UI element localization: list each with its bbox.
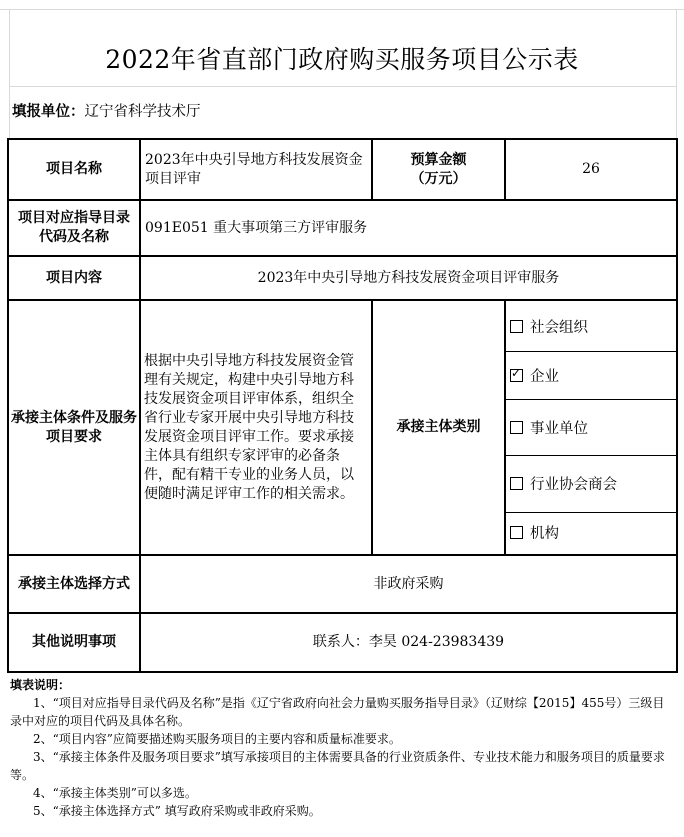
requirements-label: 承接主体条件及服务项目要求 [8,300,140,555]
note-item: 4、“承接主体类别”可以多选。 [33,786,197,800]
grid-line [9,86,676,87]
filling-unit [12,100,201,121]
option-label: 社会组织 [530,319,588,336]
budget-label [372,139,505,200]
project-name-label: 项目名称 [8,139,140,200]
notes-heading: 填表说明： [10,678,71,692]
option-agency[interactable] [506,512,676,553]
other-label: 其他说明事项 [8,613,140,672]
option-public-institution[interactable] [506,399,676,455]
content-value: 2023年中央引导地方科技发展资金项目评审服务 [140,256,677,300]
requirements-value: 根据中央引导地方科技发展资金管理有关规定，构建中央引导地方科技发展资金项目评审体系，组织全省行业专家开展中央引导地方科技发展资金项目评审工作。要求承接主体具有组织专家评审的必备条件，配有精干专业的业务人员，以便随时满足评审工作的相关需求。 [140,300,372,555]
selection-label: 承接主体选择方式 [8,555,140,613]
budget-value: 26 [505,139,677,200]
other-value: 联系人：李昊 024-23983439 [140,613,677,672]
subject-type-label: 承接主体类别 [372,300,505,555]
catalog-label: 项目对应指导目录代码及名称 [8,200,140,256]
option-label: 机构 [530,526,559,543]
subject-type-options [505,300,677,555]
note-item: 3、“承接主体条件及服务项目要求”填写承接项目的主体需要具备的行业资质条件、专业技术能力和服务项目的质量要求等。 [10,750,665,782]
option-label: 企业 [530,368,559,385]
option-label: 事业单位 [530,420,588,437]
option-social-organization[interactable] [506,302,676,351]
filling-unit-label: 填报单位： [12,104,85,120]
page-title: 2022年省直部门政府购买服务项目公示表 [105,45,579,74]
grid-line [0,9,684,10]
row-other [8,613,677,672]
row-requirements [8,300,677,555]
selection-value: 非政府采购 [140,555,677,613]
note-item: 5、“承接主体选择方式” 填写政府采购或非政府采购。 [33,804,321,818]
notes [10,676,672,820]
filling-unit-value: 辽宁省科学技术厅 [84,104,201,120]
note-item: 1、“项目对应指导目录代码及名称”是指《辽宁省政府向社会力量购买服务指导目录》（辽财综【2015】455号）三级目录中对应的项目代码及具体名称。 [10,696,665,728]
checkbox-checked-icon[interactable] [510,369,523,382]
content-label: 项目内容 [8,256,140,300]
row-content [8,256,677,300]
option-enterprise[interactable] [506,351,676,399]
budget-label-line2: （万元） [410,170,467,187]
project-name-value: 2023年中央引导地方科技发展资金项目评审 [140,139,372,200]
checkbox-icon[interactable] [510,477,523,490]
row-selection [8,555,677,613]
project-table [7,138,678,673]
option-label: 行业协会商会 [530,477,617,493]
catalog-value: 091E051 重大事项第三方评审服务 [140,200,677,256]
checkbox-icon[interactable] [510,421,523,434]
checkbox-icon[interactable] [510,526,523,539]
option-industry-association[interactable] [506,455,676,512]
row-catalog [8,200,677,256]
budget-label-line1: 预算金额 [410,151,467,168]
row-project-name [8,139,677,200]
note-item: 2、“项目内容”应简要描述购买服务项目的主要内容和质量标准要求。 [33,732,401,746]
grid-line [676,9,677,139]
checkbox-icon[interactable] [510,320,523,333]
